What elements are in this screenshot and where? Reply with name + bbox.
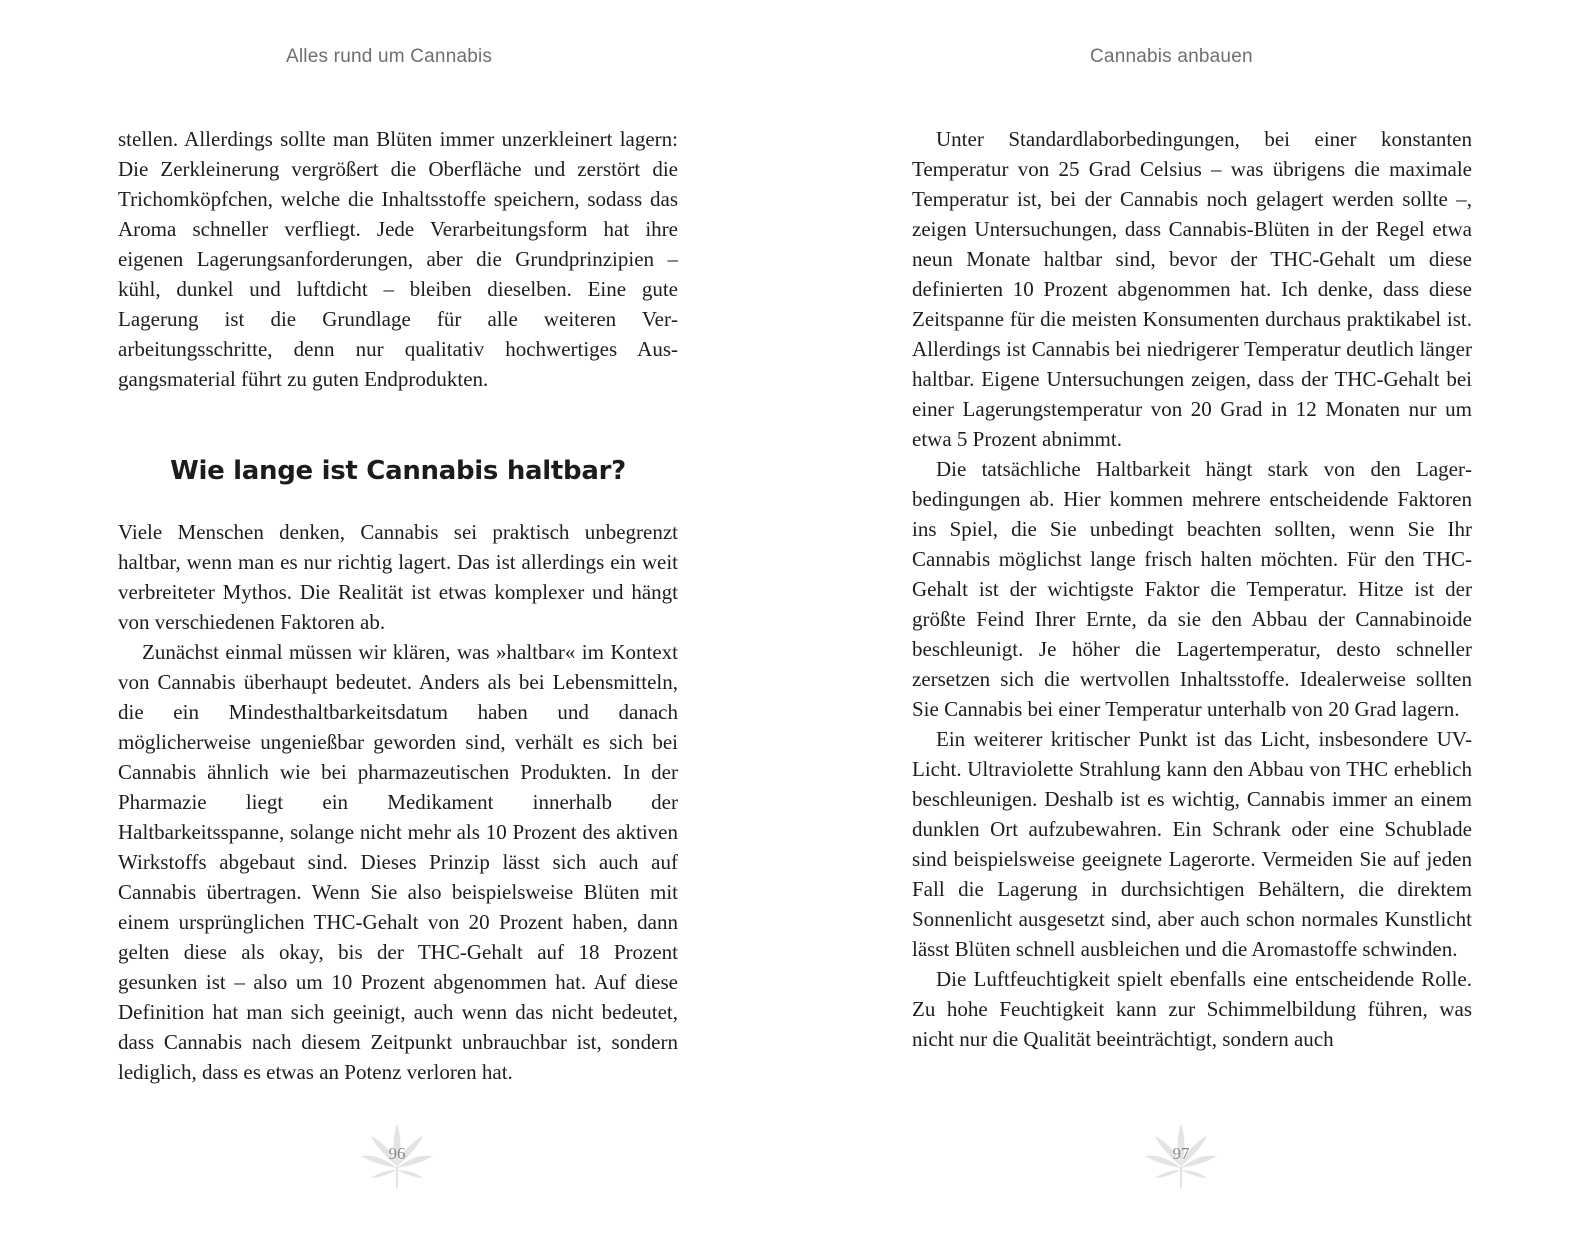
- section-heading: Wie lange ist Cannabis haltbar?: [170, 456, 626, 486]
- body-text: [912, 124, 1472, 1054]
- body-text: [118, 124, 678, 1087]
- running-head: Cannabis anbauen: [1090, 46, 1253, 67]
- paragraph: Die Luftfeuchtigkeit spielt ebenfalls eine entscheidende Rolle. Zu hohe Feuchtigkeit kann zur Schimmelbildung führen, was nicht nur die Qualität beeinträchtigt, sondern auch: [912, 967, 1472, 1051]
- page-number: 96: [388, 1144, 406, 1163]
- paragraph: stellen. Allerdings sollte man Blüten immer unzerkleinert lagern: Die Zerkleinerung vergrößert die Oberfläche und zerstört die Trichomköpfchen, welche die Inhaltsstoffe speichern, sodass das Aroma schneller verfliegt. Jede Verarbeitungsform hat ihre eigenen Lagerungsanforderungen, aber die Grundprinzipien – kühl, dunkel und luftdicht – bleiben dieselben. Eine gute Lagerung ist die Grundlage für alle weiteren Verarbeitungsschritte, denn nur qualitativ hochwertiges Ausgangsmaterial führt zu guten Endprodukten.: [118, 127, 678, 391]
- paragraph: Die tatsächliche Haltbarkeit hängt stark von den Lagerbedingungen ab. Hier kommen mehrere entscheidende Faktoren ins Spiel, die Sie unbedingt beachten sollten, wenn Sie Ihr Cannabis möglichst lange frisch halten möchten. Für den THC-Gehalt ist der wichtigste Faktor die Temperatur. Hitze ist der größte Feind Ihrer Ernte, da sie den Abbau der Cannabinoide beschleunigt. Je höher die Lagertemperatur, desto schneller zersetzen sich die wertvollen Inhaltsstoffe. Idealerweise sollten Sie Cannabis bei einer Temperatur unterhalb von 20 Grad lagern.: [912, 457, 1472, 721]
- page-number: 97: [1172, 1144, 1190, 1163]
- folio: [357, 1122, 437, 1192]
- paragraph: Zunächst einmal müssen wir klären, was »haltbar« im Kontext von Cannabis überhaupt bedeutet. Anders als bei Lebensmitteln, die ein Mindesthaltbarkeitsdatum haben und danach möglicherweise ungenießbar geworden sind, verhält es sich bei Cannabis ähnlich wie bei pharmazeutischen Produkten. In der Pharmazie liegt ein Medikament innerhalb der Haltbarkeitsspanne, solange nicht mehr als 10 Prozent des aktiven Wirkstoffs abgebaut sind. Dieses Prinzip lässt sich auch auf Cannabis übertragen. Wenn Sie also beispielsweise Blüten mit einem ursprünglichen THC-Gehalt von 20 Prozent haben, dann gelten diese als okay, bis der THC-Gehalt auf 18 Prozent gesunken ist – also um 10 Prozent abgenommen hat. Auf diese Definition hat man sich geeinigt, auch wenn das nicht bedeutet, dass Cannabis nach diesem Zeitpunkt unbrauchbar ist, sondern lediglich, dass es etwas an Potenz verloren hat.: [118, 640, 678, 1084]
- paragraph: Viele Menschen denken, Cannabis sei praktisch unbegrenzt haltbar, wenn man es nur richtig lagert. Das ist allerdings ein weit verbreiteter Mythos. Die Realität ist etwas komplexer und hängt von verschiedenen Faktoren ab.: [118, 520, 678, 634]
- paragraph: Unter Standardlaborbedingungen, bei einer konstanten Temperatur von 25 Grad Celsius – was übrigens die maximale Temperatur ist, bei der Cannabis noch gelagert werden sollte –, zeigen Untersuchungen, dass Cannabis-Blüten in der Regel etwa neun Monate haltbar sind, bevor der THC-Gehalt um diese definierten 10 Prozent abgenommen hat. Ich denke, dass diese Zeitspanne für die meisten Konsumenten durchaus praktikabel ist. Allerdings ist Cannabis bei niedrigerer Temperatur deutlich länger haltbar. Eigene Untersuchungen zeigen, dass der THC-Gehalt bei einer Lagerungstemperatur von 20 Grad in 12 Monaten nur um etwa 5 Prozent abnimmt.: [912, 127, 1472, 451]
- paragraph: Ein weiterer kritischer Punkt ist das Licht, insbesondere UV-Licht. Ultraviolette Strahlung kann den Abbau von THC erheblich beschleunigen. Deshalb ist es wichtig, Cannabis immer an einem dunklen Ort aufzubewahren. Ein Schrank oder eine Schublade sind beispielsweise geeignete Lagerorte. Vermeiden Sie auf jeden Fall die Lagerung in durchsichtigen Behältern, die direktem Sonnenlicht ausgesetzt sind, aber auch schon normales Kunstlicht lässt Blüten schnell ausbleichen und die Aromastoffe schwinden.: [912, 727, 1472, 961]
- running-head: Alles rund um Cannabis: [286, 46, 493, 67]
- right-page: [797, 0, 1594, 1240]
- folio: [1141, 1122, 1221, 1192]
